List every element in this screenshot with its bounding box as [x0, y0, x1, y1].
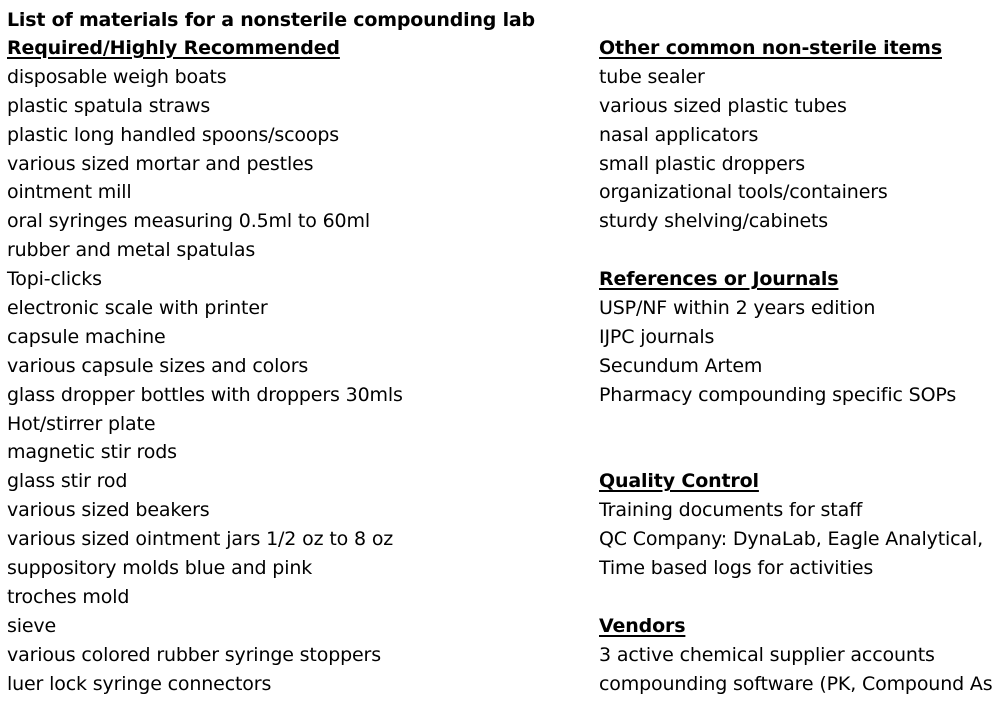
list-item: IJPC journals — [599, 325, 715, 348]
references-heading: References or Journals — [599, 268, 839, 291]
quality-control-heading: Quality Control — [599, 470, 759, 493]
list-item: compounding software (PK, Compound As — [599, 672, 993, 695]
list-item: magnetic stir rods — [7, 441, 177, 464]
list-item: glass stir rod — [7, 470, 128, 493]
list-item: sieve — [7, 614, 57, 637]
list-item: tube sealer — [599, 65, 705, 88]
list-item: various sized beakers — [7, 499, 210, 522]
list-item: various sized ointment jars 1/2 oz to 8 oz — [7, 528, 394, 551]
list-item: oral syringes measuring 0.5ml to 60ml — [7, 210, 370, 233]
list-item: capsule machine — [7, 325, 166, 348]
right-column — [599, 34, 994, 699]
quality-control-section — [599, 467, 994, 583]
list-item: 3 active chemical supplier accounts — [599, 643, 935, 666]
list-item: glass dropper bottles with droppers 30mls — [7, 383, 403, 406]
list-item: USP/NF within 2 years edition — [599, 297, 876, 320]
list-item: Topi-clicks — [7, 268, 102, 291]
list-item: rubber and metal spatulas — [7, 239, 256, 262]
list-item: small plastic droppers — [599, 152, 806, 175]
list-item: ointment mill — [7, 181, 132, 204]
list-item: suppository molds blue and pink — [7, 557, 313, 580]
list-item: Pharmacy compounding specific SOPs — [599, 383, 957, 406]
vendors-section — [599, 612, 994, 699]
list-item: Time based logs for activities — [599, 557, 874, 580]
required-heading: Required/Highly Recommended — [7, 37, 340, 59]
other-items-section — [599, 34, 994, 236]
vendors-heading: Vendors — [599, 614, 686, 637]
list-item: nasal applicators — [599, 123, 759, 146]
references-section — [599, 265, 994, 409]
required-section — [7, 34, 582, 698]
list-item: organizational tools/containers — [599, 181, 888, 204]
list-item: Secundum Artem — [599, 354, 763, 377]
list-item: electronic scale with printer — [7, 297, 268, 320]
list-item: plastic long handled spoons/scoops — [7, 123, 340, 146]
list-item: various colored rubber syringe stoppers — [7, 643, 381, 666]
list-item: disposable weigh boats — [7, 65, 227, 88]
list-item: various sized mortar and pestles — [7, 152, 314, 175]
document-title: List of materials for a nonsterile compounding lab — [7, 9, 535, 31]
list-item: QC Company: DynaLab, Eagle Analytical, — [599, 528, 983, 551]
list-item: sturdy shelving/cabinets — [599, 210, 829, 233]
list-item: various sized plastic tubes — [599, 94, 847, 117]
list-item: Training documents for staff — [599, 499, 863, 522]
list-item: various capsule sizes and colors — [7, 354, 309, 377]
list-item: Hot/stirrer plate — [7, 412, 156, 435]
list-item: luer lock syringe connectors — [7, 672, 272, 695]
list-item: troches mold — [7, 585, 130, 608]
list-item: plastic spatula straws — [7, 94, 211, 117]
other-items-heading: Other common non-sterile items — [599, 37, 942, 59]
